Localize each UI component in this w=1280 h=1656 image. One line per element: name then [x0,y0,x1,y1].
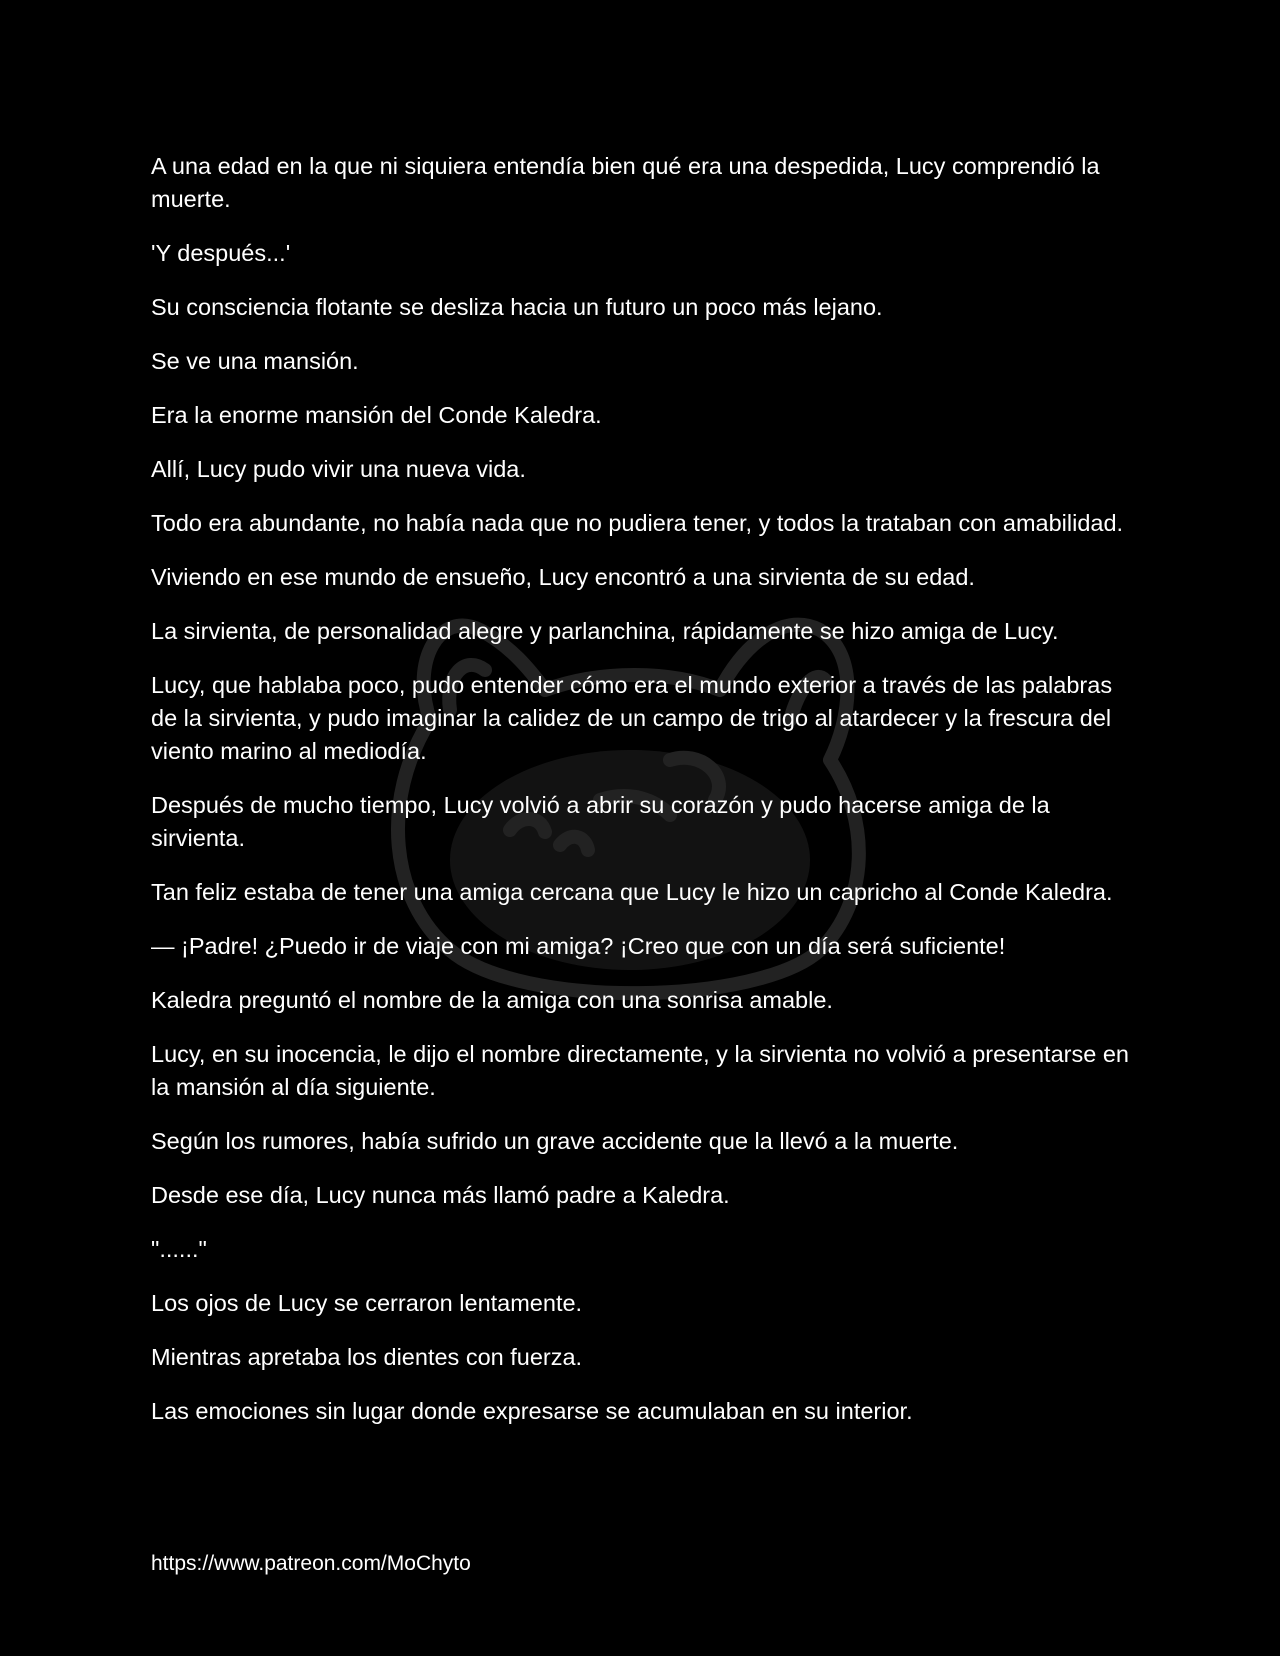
paragraph: Todo era abundante, no había nada que no pudiera tener, y todos la trataban con amabilidad. [151,510,1124,536]
paragraph: Lucy, que hablaba poco, pudo entender cómo era el mundo exterior a través de las palabras de la sirvienta, y pudo imaginar la calidez de un campo de trigo al atardecer y la frescura del viento marino al mediodía. [151,672,1113,764]
story-text [151,150,1141,1449]
paragraph: "......" [151,1236,207,1262]
paragraph: 'Y después...' [151,240,291,266]
paragraph: Su consciencia flotante se desliza hacia un futuro un poco más lejano. [151,294,883,320]
paragraph: Kaledra preguntó el nombre de la amiga con una sonrisa amable. [151,987,833,1013]
paragraph: Se ve una mansión. [151,348,359,374]
paragraph: Las emociones sin lugar donde expresarse se acumulaban en su interior. [151,1398,913,1424]
paragraph: A una edad en la que ni siquiera entendía bien qué era una despedida, Lucy comprendió la muerte. [151,153,1100,212]
paragraph: Desde ese día, Lucy nunca más llamó padre a Kaledra. [151,1182,730,1208]
paragraph: Era la enorme mansión del Conde Kaledra. [151,402,602,428]
dialogue-line: — ¡Padre! ¿Puedo ir de viaje con mi amiga? ¡Creo que con un día será suficiente! [151,933,1006,959]
paragraph: Según los rumores, había sufrido un grave accidente que la llevó a la muerte. [151,1128,959,1154]
paragraph: Allí, Lucy pudo vivir una nueva vida. [151,456,526,482]
paragraph: Después de mucho tiempo, Lucy volvió a abrir su corazón y pudo hacerse amiga de la sirvienta. [151,792,1050,851]
paragraph: La sirvienta, de personalidad alegre y parlanchina, rápidamente se hizo amiga de Lucy. [151,618,1059,644]
paragraph: Lucy, en su inocencia, le dijo el nombre directamente, y la sirvienta no volvió a presentarse en la mansión al día siguiente. [151,1041,1129,1100]
paragraph: Tan feliz estaba de tener una amiga cercana que Lucy le hizo un capricho al Conde Kaledra. [151,879,1113,905]
paragraph: Mientras apretaba los dientes con fuerza. [151,1344,583,1370]
paragraph: Los ojos de Lucy se cerraron lentamente. [151,1290,583,1316]
patreon-link[interactable]: https://www.patreon.com/MoChyto [151,1552,471,1575]
paragraph: Viviendo en ese mundo de ensueño, Lucy encontró a una sirvienta de su edad. [151,564,975,590]
